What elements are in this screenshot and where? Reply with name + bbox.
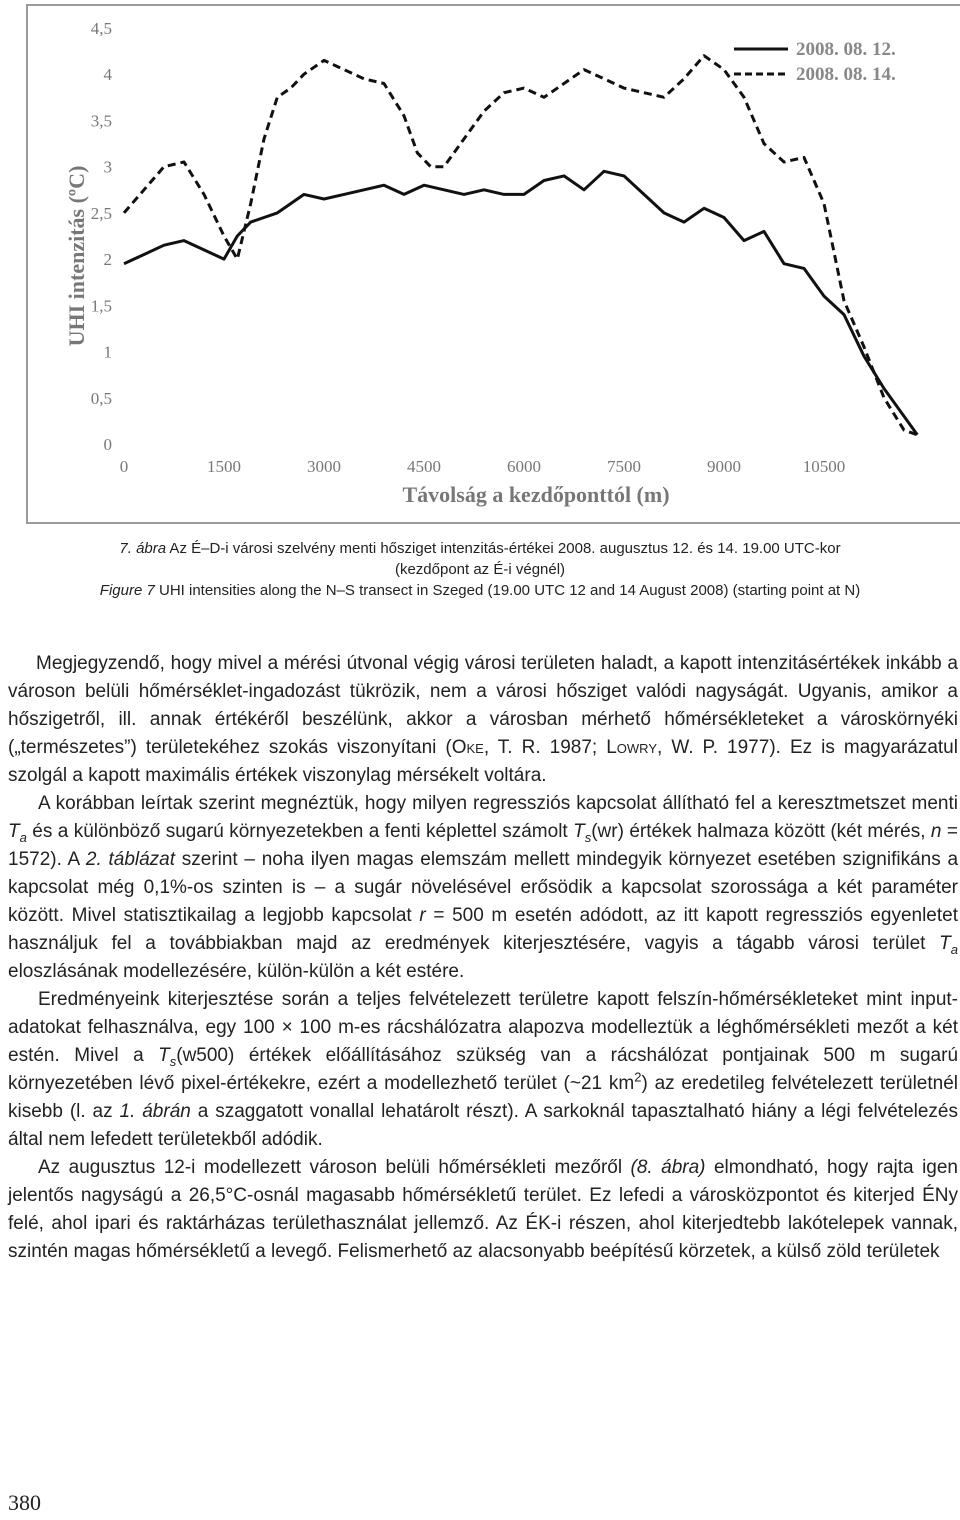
x-tick-label: 0 xyxy=(119,457,129,476)
legend xyxy=(734,39,896,85)
y-tick-label: 1,5 xyxy=(90,296,112,316)
series-layer xyxy=(124,56,917,435)
paragraph-3: Eredményeink kiterjesztése során a teljes felvételezett területre kapott felszín-hőmérsékleteket mint input-adatokat felhasználva, egy 100 × 100 m-es rácshálózatra alapozva modelleztük a léghőmérsékleti mezőt a két estén. Mivel a $T_s(w500)$ értékek előállításához szükség van a rácshálózat pontjainak 500 m sugarú környezetében lévő pixel-értékekre, ezért a modellezhető terület (~21 $km^2$) az eredetileg felvételezett területnél kisebb (l. az 1. ábrán a szaggatott vonallal lehatárolt részt). A sarkoknál tapasztalható hiány a légi felvételezés által nem lefedett területekből adódik. xyxy=(8,989,959,1150)
legend-label-series-2: 2008. 08. 14. xyxy=(796,64,896,85)
caption-figure-label-hu: 7. ábra xyxy=(119,540,167,557)
y-axis-label: UHI intenzitás (ºC) xyxy=(64,165,89,347)
caption-text-hu: Az É–D-i városi szelvény menti hősziget intenzitás-értékei 2008. augusztus 12. és 14. 19.00 UTC-kor xyxy=(166,540,841,557)
figure-reference-1: 1. ábrán xyxy=(119,1101,191,1122)
caption-figure-label-en: Figure 7 xyxy=(99,582,155,599)
y-tick-label: 1 xyxy=(103,342,112,362)
x-tick-label: 3000 xyxy=(307,457,341,476)
body-text xyxy=(8,650,958,1266)
citation-oke: Oke xyxy=(451,737,484,758)
paragraph-2: A korábban leírtak szerint megnéztük, hogy milyen regressziós kapcsolat állítható fel a keresztmetszet menti $T_a$ és a különböző sugarú környezetekben a fenti képlettel számolt $T_s(wr)$ értékek halmaza között (két mérés, n = 1572). A 2. táblázat szerint – noha ilyen magas elemszám mellett mindegyik környezet esetében szignifikáns a kapcsolat még 0,1%-os szinten is – a sugár növelésével erősödik a kapcsolat szorossága a két paraméter között. Mivel statisztikailag a legjobb kapcsolat r = 500 m esetén adódott, az itt kapott regressziós egyenletet használjuk fel a továbbiakban majd az eredmények kiterjesztésére, vagyis a tágabb városi terület $T_a$ eloszlásának modellezésére, külön-külön a két estére. xyxy=(8,793,959,982)
y-tick-label: 2 xyxy=(103,250,112,270)
x-tick-label: 9000 xyxy=(707,457,741,476)
caption-hungarian-line2: (kezdőpont az É-i végnél) xyxy=(394,561,566,578)
citation-lowry: Lowry xyxy=(606,737,658,758)
caption-text-en: UHI intensities along the N–S transect in Szeged (19.00 UTC 12 and 14 August 2008) (starting point at N) xyxy=(154,582,861,599)
series-line-1 xyxy=(124,171,917,435)
y-tick-label: 3,5 xyxy=(90,111,112,131)
y-tick-label: 0 xyxy=(103,435,112,454)
x-axis-label: Távolság a kezdőponttól (m) xyxy=(402,482,670,507)
y-tick-label: 4,5 xyxy=(90,19,112,38)
x-tick-label: 1500 xyxy=(207,457,241,476)
x-tick-label: 4500 xyxy=(407,457,441,476)
x-tick-label: 6000 xyxy=(507,457,541,476)
caption-english xyxy=(20,580,940,601)
series-line-2 xyxy=(124,56,917,435)
uhi-line-chart xyxy=(28,6,960,522)
y-tick-label: 2,5 xyxy=(90,203,112,223)
x-axis-ticks xyxy=(120,457,846,476)
y-tick-label: 0,5 xyxy=(90,388,112,408)
figure-reference-8: (8. ábra) xyxy=(630,1157,706,1178)
caption-hungarian xyxy=(20,538,940,559)
x-tick-label: 7500 xyxy=(607,457,641,476)
y-tick-label: 3 xyxy=(103,157,112,177)
figure-7-chart xyxy=(26,4,960,524)
y-axis-ticks xyxy=(91,19,113,454)
table-reference: 2. táblázat xyxy=(85,849,176,870)
paragraph-4: Az augusztus 12-i modellezett városon belüli hőmérsékleti mezőről (8. ábra) elmondható, hogy rajta igen jelentős nagyságú a 26,5°C-osnál magasabb hőmérsékletű terület. Ez lefedi a városközpontot és kiterjed ÉNy felé, ahol ipari és raktárházas területhasználat jellemző. Az ÉK-i részen, ahol kiterjedtebb lakótelepek vannak, szintén magas hőmérsékletű a levegő. Felismerhető az alacsonyabb beépítésű körzetek, a külső zöld területek xyxy=(8,1157,958,1262)
legend-label-series-1: 2008. 08. 12. xyxy=(796,39,896,60)
figure-caption xyxy=(20,538,940,601)
x-tick-label: 10500 xyxy=(802,457,846,476)
y-tick-label: 4 xyxy=(103,65,112,85)
page-number: 380 xyxy=(8,1490,41,1515)
paragraph-1: Megjegyzendő, hogy mivel a mérési útvonal végig városi területen haladt, a kapott intenzitásértékek inkább a városon belüli hőmérséklet-ingadozást tükrözik, nem a városi hősziget valódi nagyságát. Ugyanis, amikor a hőszigetről, ill. annak értékéről beszélünk, akkor a városban mérhető hőmérsékleteket a városkörnyéki („természetes”) területekéhez szokás viszonyítani (Oke, T. R. 1987; Lowry, W. P. 1977). Ez is magyarázatul szolgál a kapott maximális értékek viszonylag mérsékelt voltára. xyxy=(8,653,958,786)
